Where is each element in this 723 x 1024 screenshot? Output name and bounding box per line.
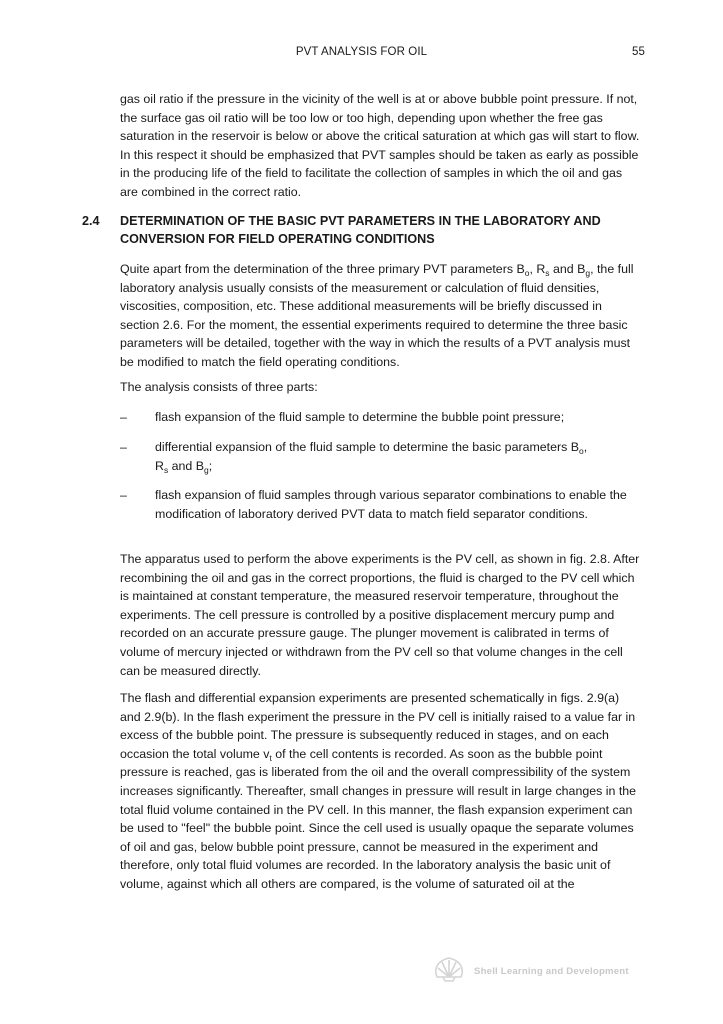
paragraph-parts-text: The analysis consists of three parts: [120,380,318,394]
bullet-text-part: R [155,458,164,473]
paragraph-flash [120,689,640,894]
paragraph-intro [120,90,640,202]
paragraph-flash-text: The flash and differential expansion experiments are presented schematically in figs. 2.9(a) and 2.9(b). In the flash experiment the pressure in the PV cell is initially raised to a value far in excess of the bubble point. The pressure is subsequently reduced in stages, and on each occasion the total volume v [120,691,636,761]
bullet-dash: – [120,488,127,502]
bullet-dash: – [120,440,127,454]
paragraph-parameters [120,260,640,372]
paragraph-parts [120,378,640,397]
subscript: g [585,268,591,278]
footer-brand: Shell Learning and Development [474,966,629,977]
paragraph-parameters-text: , R [529,262,546,276]
bullet-text-part: and B [168,458,205,473]
bullet-text-part: differential expansion of the fluid sample to determine the basic parameters B [155,440,580,454]
running-title: PVT ANALYSIS FOR OIL [295,46,428,58]
paragraph-flash-text: of the cell contents is recorded. As soon as the bubble point pressure is reached, gas is liberated from the oil and the overall compressibility of the system increases significantly. Thereafter, small changes in pressure will result in large changes in the total fluid volume contained in the PV cell. In this manner, the flash expansion experiment can be used to "feel" the bubble point. Since the cell used is usually opaque the separate volumes of oil and gas, below bubble point pressure, cannot be measured in the experiment and therefore, only total fluid volumes are recorded. In the laboratory analysis the basic unit of volume, against which all others are compared, is the volume of saturated oil at the [120,746,637,891]
paragraph-parameters-text: and B [549,262,586,276]
paragraph-apparatus [120,550,640,680]
bullet-text: flash expansion of fluid samples through various separator combinations to enable the modification of laboratory derived PVT data to match field separator conditions. [155,488,627,521]
shell-logo-icon [432,955,466,983]
bullet-text-part: , [583,440,588,454]
bullet-text [155,438,640,475]
paragraph-parameters-text: , the full laboratory analysis usually consists of the measurement or calculation of fluid densities, viscosities, composition, etc. These additional measurements will be briefly discussed in section 2.6. For the moment, the essential experiments required to determine the three basic parameters will be detailed, together with the way in which the results of a PVT analysis must be modified to match the field operating conditions. [120,262,634,369]
subscript: o [579,446,584,456]
section-number: 2.4 [82,214,100,228]
bullet-dash: – [120,410,127,424]
paragraph-parameters-text: Quite apart from the determination of the three primary PVT parameters B [120,262,525,276]
bullet-text-part: ; [208,458,213,473]
page-number: 55 [632,46,645,58]
subscript: s [163,464,169,475]
subscript: o [524,268,530,278]
section-heading: DETERMINATION OF THE BASIC PVT PARAMETERS IN THE LABORATORY AND CONVERSION FOR FIELD OPERATING CONDITIONS [120,214,601,246]
paragraph-apparatus-text: The apparatus used to perform the above experiments is the PV cell, as shown in fig. 2.8. After recombining the oil and gas in the correct proportions, the fluid is charged to the PV cell which is maintained at constant temperature, the measured reservoir temperature, throughout the experiments. The cell pressure is controlled by a positive displacement mercury pump and recorded on an accurate pressure gauge. The plunger movement is calibrated in terms of volume of mercury injected or withdrawn from the PV cell so that volume changes in the cell can be measured directly. [120,552,640,678]
subscript: s [545,268,550,278]
paragraph-intro-text: gas oil ratio if the pressure in the vicinity of the well is at or above bubble point pressure. If not, the surface gas oil ratio will be too low or too high, depending upon whether the free gas saturation in the reservoir is below or above the critical saturation at which gas will start to flow. In this respect it should be emphasized that PVT samples should be taken as early as possible in the producing life of the field to facilitate the collection of samples in which the oil and gas are combined in the correct ratio. [120,92,640,199]
subscript: g [204,464,209,475]
bullet-text: flash expansion of the fluid sample to determine the bubble point pressure; [155,410,565,424]
subscript: t [269,752,272,763]
